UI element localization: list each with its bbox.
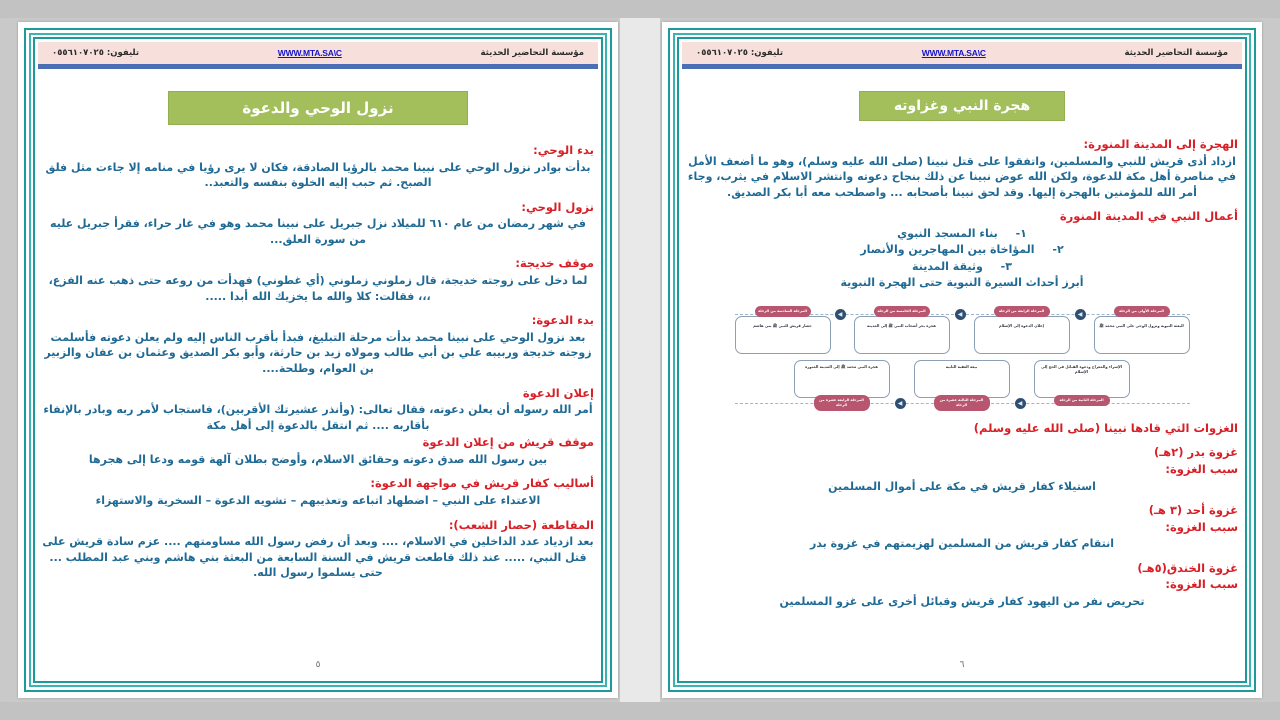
battles-heading: الغزوات التي قادها نبينا (صلى الله عليه وسلم) (973, 420, 1238, 435)
viewer-bottom-strip (0, 702, 1280, 720)
section-body: بعد ازدياد عدد الداخلين في الاسلام، .... وبعد أن رفض رسول الله مساومتهم .... عزم سادة قريش على قتل النبي، ..... عند ذلك قاطعت قريش في السنة السابعة من البعثة بني هاشم وبني عبد المطلب ... حتى يسلموا رسول الله. (42, 535, 594, 580)
section-body: بعد نزول الوحي على نبينا محمد بدأت مرحلة التبليغ، فبدأ بأقرب الناس إليه ولم يعلن دعوته فأسلمت زوجته خديجة وربيبه علي بن أبي طالب ومولاه زيد بن حارثة، وأبو بكر الصديق وعثمان بن عفان والزبير بن العوام، وطلحة.... (44, 330, 592, 375)
connector-dot-icon: ◀ (1015, 398, 1026, 409)
diagram-box: الإسراء والمعراج ودعوة القبائل في الحج إلى الإسلام (1034, 360, 1130, 398)
deeds-list (686, 226, 1238, 276)
section-ilan-aldawa (42, 386, 594, 434)
section-heading: بدء الدعوة: (531, 313, 594, 328)
header-institution: مؤسسة التحاضير الحديثة (1124, 48, 1228, 58)
header-rule-left (38, 64, 598, 69)
header-phone: تليفون: ٠٥٥٦١٠٧٠٢٥ (696, 48, 784, 58)
timeline-caption: أبرز أحداث السيرة النبوية حتى الهجرة النبوية (840, 276, 1084, 290)
diagram-stage-pill: المرحلة الرابعة عشرة من الرحلة (814, 395, 870, 411)
viewer-top-strip (0, 0, 1280, 18)
diagram-box: هجرة النبي محمد ﷺ إلى المدينة المنورة (794, 360, 890, 398)
diagram-stage-pill: المرحلة الخامسة من الرحلة (874, 306, 930, 317)
section-mawqif-quraysh (42, 435, 594, 467)
section-body: لما دخل على زوجته خديجة، قال زملوني زملوني (أي غطوني) فهدأت من روعه حتى ذهب عنه الفزع، ،،، فقالت: كلا والله ما يخزيك الله أبدا ..... (48, 273, 588, 303)
battle-uhud (686, 503, 1238, 552)
body-left (38, 143, 598, 581)
header-rule-right (682, 64, 1242, 69)
battle-badr (686, 445, 1238, 494)
section-body: في شهر رمضان من عام ٦١٠ للميلاد نزل جبريل على نبينا محمد وهو في غار حراء، فقرأ جبريل عليه من سورة العلق... (50, 217, 586, 246)
section-mawqif-khadija (42, 256, 594, 304)
section-heading: الهجرة إلى المدينة المنورة: (1083, 137, 1238, 151)
list-index: ٣- (1000, 259, 1012, 273)
list-item (686, 242, 1238, 259)
section-nuzul-alwahy (42, 200, 594, 248)
list-text: بناء المسجد النبوي (897, 226, 998, 240)
page-sheet-left (18, 22, 618, 698)
section-heading: موقف قريش من إعلان الدعوة (422, 435, 594, 450)
page-title-right: هجرة النبي وغزاوته (859, 91, 1065, 121)
page-content-left (38, 42, 598, 678)
diagram-box: هجرة بحر أصحاب النبي ﷺ إلى المدينة (854, 316, 950, 354)
section-heading: نزول الوحي: (521, 199, 594, 214)
sira-timeline-diagram (735, 303, 1190, 415)
section-body: ازداد أذى قريش للنبي والمسلمين، واتفقوا على قتل نبينا (صلى الله عليه وسلم)، وهو ما أضعف الأمل في مناصرة أهل مكة للدعوة، ولكن الله عوض نبينا عن ذلك بنجاح دعوته وانتشر الاسلام في يثرب، وجاء أمر الله للمؤمنين بالهجرة إليها. وقد لحق نبينا بأصحابه ... واصطحب معه أبا بكر الصديق. (687, 154, 1237, 199)
header-website-link[interactable]: WWW.MTA.SA\C (921, 48, 986, 58)
list-index: ٢- (1052, 243, 1064, 257)
connector-dot-icon: ◀ (835, 309, 846, 320)
connector-dot-icon: ◀ (1075, 309, 1086, 320)
diagram-stage-pill: المرحلة الرابعة من الرحلة (994, 306, 1050, 317)
section-heading: بدء الوحي: (533, 143, 594, 157)
battle-reason-label: سبب الغزوة: (1165, 519, 1238, 534)
battle-reason-label: سبب الغزوة: (1165, 577, 1238, 592)
section-battles (686, 421, 1238, 437)
running-header-right (682, 42, 1242, 64)
page-gutter (620, 18, 660, 702)
section-almuqataa (42, 518, 594, 581)
page-title-left: نزول الوحي والدعوة (168, 91, 468, 125)
header-institution: مؤسسة التحاضير الحديثة (480, 48, 584, 58)
section-hijra (686, 137, 1238, 200)
list-text: المؤاخاة بين المهاجرين والأنصار (860, 243, 1035, 257)
battle-reason-label: سبب الغزوة: (1165, 462, 1238, 476)
diagram-box: بيعة العقبة الثانية (914, 360, 1010, 398)
running-header-left (38, 42, 598, 64)
list-item (686, 259, 1238, 276)
header-website-link[interactable]: WWW.MTA.SA\C (277, 48, 342, 58)
section-asalib-quraysh (42, 476, 594, 508)
battle-reason: تحريض نفر من اليهود كفار قريش وقبائل أخرى على غزو المسلمين (779, 594, 1145, 608)
connector-dot-icon: ◀ (955, 309, 966, 320)
title-banner-wrap-right (682, 91, 1242, 121)
diagram-box: إعلان الدعوة إلى الإسلام (974, 316, 1070, 354)
section-deeds (686, 209, 1238, 291)
section-heading: أساليب كفار قريش في مواجهة الدعوة: (370, 476, 594, 491)
section-bad-alwahy (42, 143, 594, 191)
diagram-box: البعثة النبوية ونزول الوحي على النبي محمد ﷺ (1094, 316, 1190, 354)
section-body: أمر الله رسوله أن يعلن دعوته، فقال تعالى: (وأنذر عشيرتك الأقربين)، فاستجاب لأمر ربه وبادر بالإنفاء بأقاربه .... ثم انتقل بالدعوة إلى أهل مكة (43, 403, 593, 432)
title-banner-wrap-left (38, 91, 598, 125)
section-body: بين رسول الله صدق دعوته وحقائق الاسلام، وأوضح بطلان آلهة قومه ودعا إلى هجرها (88, 452, 548, 466)
page-sheet-right (662, 22, 1262, 698)
section-body: بدأت بوادر نزول الوحي على نبينا محمد بالرؤيا الصادقة، فكان لا يرى رؤيا في منامه إلا جاءت مثل فلق الصبح. ثم حبب إليه الخلوة بنفسه والتعبد.. (45, 160, 591, 190)
page-number-right: ٦ (959, 660, 965, 670)
battle-reason: استيلاء كفار قريش في مكة على أموال المسلمين (828, 479, 1096, 493)
section-heading: المقاطعة (حصار الشعب): (448, 517, 594, 532)
diagram-stage-pill: المرحلة الثانية من الرحلة (1054, 395, 1110, 406)
list-text: وثيقة المدينة (912, 259, 983, 273)
page-number-left: ٥ (315, 660, 321, 670)
diagram-stage-pill: المرحلة الثالثة عشرة من الرحلة (934, 395, 990, 411)
section-heading: إعلان الدعوة (522, 385, 594, 400)
page-content-right (682, 42, 1242, 678)
deeds-heading: أعمال النبي في المدينة المنورة (1059, 209, 1238, 224)
battle-title: غزوة بدر (٢هـ) (1154, 445, 1238, 460)
body-right (682, 137, 1242, 609)
battle-title: غزوة أحد (٣ هـ) (1148, 503, 1238, 518)
diagram-stage-pill: المرحلة السادسة من الرحلة (755, 306, 811, 317)
battle-reason: انتقام كفار قريش من المسلمين لهزيمتهم في غزوة بدر (809, 537, 1115, 551)
list-item (686, 226, 1238, 243)
list-index: ١- (1015, 226, 1027, 240)
header-phone: تليفون: ٠٥٥٦١٠٧٠٢٥ (52, 48, 140, 58)
battle-title: غزوة الخندق(٥هـ) (1137, 560, 1238, 575)
section-heading: موقف خديجة: (515, 256, 594, 271)
battle-khandaq (686, 561, 1238, 610)
section-bad-aldawa (42, 313, 594, 376)
diagram-stage-pill: المرحلة الأولى من الرحلة (1114, 306, 1170, 317)
connector-dot-icon: ◀ (895, 398, 906, 409)
diagram-box: حصار قريش للنبي ﷺ بني هاشم (735, 316, 831, 354)
section-body: الاعتداء على النبي – اضطهاد اتباعه وتعذيبهم – تشويه الدعوة – السخرية والاستهزاء (95, 493, 541, 507)
